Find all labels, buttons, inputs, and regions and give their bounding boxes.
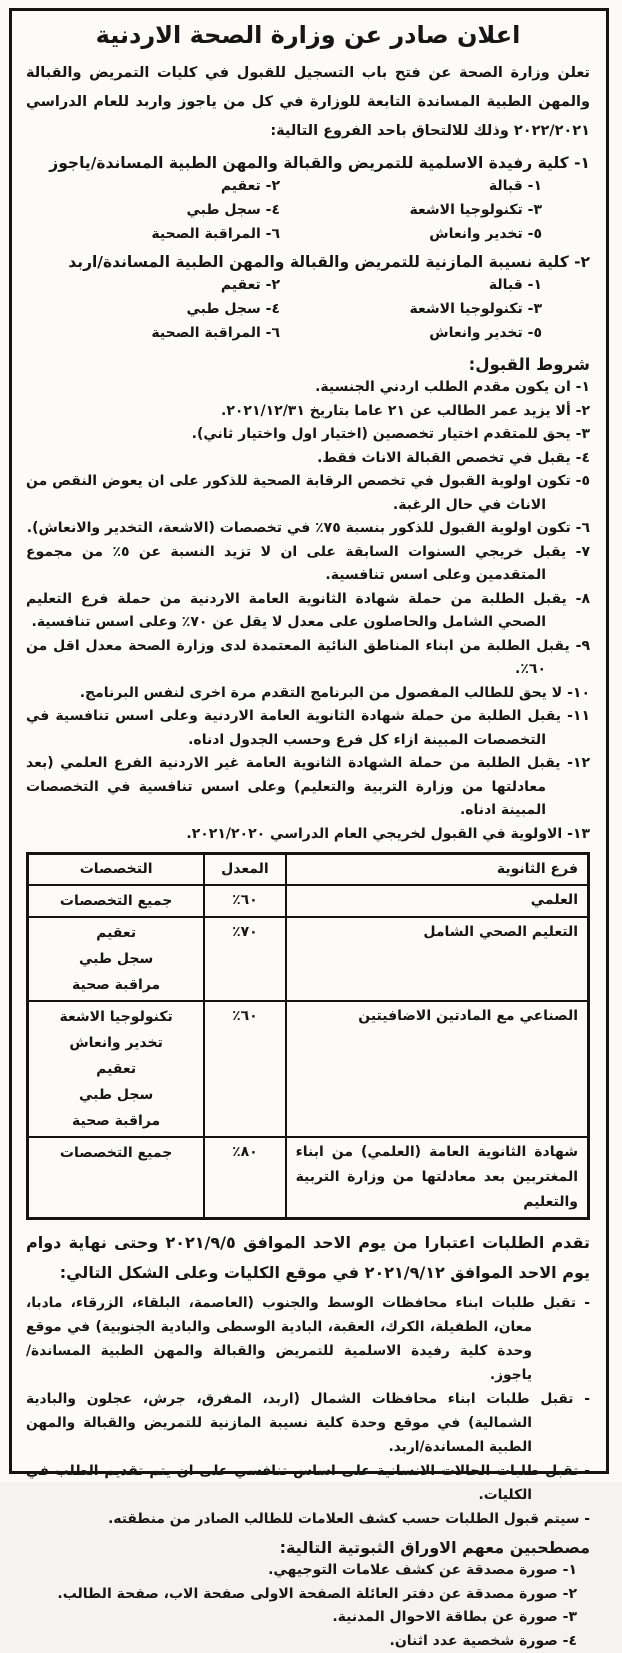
specialty-item: ٢- تعقيم	[26, 174, 280, 198]
branch-cell: التعليم الصحي الشامل	[286, 917, 589, 1001]
condition-item: ٩- يقبل الطلبة من ابناء المناطق النائية المعتمدة لدى وزارة الصحة معدل اقل من ٦٠٪.	[26, 635, 590, 682]
specializations-cell	[28, 917, 205, 1001]
specialty-item: ٣- تكنولوجيا الاشعة	[280, 198, 542, 222]
document-item: ١- صورة مصدقة عن كشف علامات التوجيهي.	[26, 1559, 590, 1583]
average-cell: ٦٠٪	[204, 885, 285, 917]
specialty-item: ٦- المراقبة الصحية	[26, 222, 280, 246]
specialty-item: ١- قبالة	[280, 273, 542, 297]
condition-item: ١١- يقبل الطلبة من حملة شهادة الثانوية العامة الاردنية وعلى اسس تنافسية في التخصصات المبينة ازاء كل فرع وحسب الجدول ادناه.	[26, 705, 590, 752]
specialty-item: ٢- تعقيم	[26, 273, 280, 297]
conditions-section	[26, 355, 590, 846]
condition-item: ٤- يقبل في تخصص القبالة الاناث فقط.	[26, 447, 590, 471]
average-cell: ٦٠٪	[204, 1001, 285, 1137]
document-item: ٢- صورة مصدقة عن دفتر العائلة الصفحة الاولى صفحة الاب، صفحة الطالب.	[26, 1583, 590, 1607]
table-row	[28, 885, 589, 917]
ad-intro-paragraph: تعلن وزارة الصحة عن فتح باب التسجيل للقبول في كليات التمريض والقبالة والمهن الطبية المساندة التابعة للوزارة في كل من ياجوز واربد للعام الدراسي ٢٠٢٢/٢٠٢١ وذلك للالتحاق باحد الفروع التالية:	[26, 59, 590, 146]
specialty-item: ٤- سجل طبي	[26, 198, 280, 222]
specialty-item: ٥- تخدير وانعاش	[280, 222, 542, 246]
documents-heading: مصطحبين معهم الاوراق الثبوتية التالية:	[26, 1538, 590, 1557]
document-item: ٣- صورة عن بطاقة الاحوال المدنية.	[26, 1606, 590, 1630]
specialization-line: تعقيم	[38, 1056, 194, 1082]
ad-border-frame	[9, 8, 609, 1474]
table-row	[28, 917, 589, 1001]
specializations-cell	[28, 885, 205, 917]
specialization-line: سجل طبي	[38, 1082, 194, 1108]
specialization-line: تخدير وانعاش	[38, 1030, 194, 1056]
specialization-line: تعقيم	[38, 920, 194, 946]
condition-item: ٣- يحق للمتقدم اختيار تخصصين (اختيار اول واختيار ثاني).	[26, 423, 590, 447]
specialty-item: ٤- سجل طبي	[26, 297, 280, 321]
submission-bullet: - تقبل طلبات الحالات الانسانية على اساس تنافسي على ان يتم تقديم الطلب في الكليات.	[26, 1459, 590, 1507]
specializations-cell	[28, 1137, 205, 1219]
condition-item: ١٢- يقبل الطلبة من حملة الشهادة الثانوية العامة غير الاردنية الفرع العلمي (بعد معادلتها من وزارة التربية والتعليم) وعلى اسس تنافسية في التخصصات المبينة ادناه.	[26, 752, 590, 823]
submission-bullet: - تقبل طلبات ابناء محافظات الوسط والجنوب (العاصمة، البلقاء، الزرقاء، مادبا، معان، الطفيلة، الكرك، العقبة، البادية الوسطى والبادية الجنوبية) في موقع وحدة كلية رفيدة الاسلمية للتمريض والقبالة والمهن الطبية المساندة/ياجوز.	[26, 1291, 590, 1387]
condition-item: ١٠- لا يحق للطالب المفصول من البرنامج التقدم مرة اخرى لنفس البرنامج.	[26, 682, 590, 706]
average-cell: ٧٠٪	[204, 917, 285, 1001]
document-item: ٤- صورة شخصية عدد اثنان.	[26, 1630, 590, 1653]
condition-item: ١- ان يكون مقدم الطلب اردني الجنسية.	[26, 376, 590, 400]
column-header-average: المعدل	[204, 854, 285, 886]
submission-dates-paragraph: تقدم الطلبات اعتبارا من يوم الاحد الموافق ٢٠٢١/٩/٥ وحتى نهاية دوام يوم الاحد الموافق ٢٠٢١/٩/١٢ في موقع الكليات وعلى الشكل التالي:	[26, 1228, 590, 1288]
table-row	[28, 1001, 589, 1137]
specialty-list	[26, 273, 590, 345]
submission-section	[26, 1228, 590, 1531]
specialty-item: ١- قبالة	[280, 174, 542, 198]
condition-item: ٨- يقبل الطلبة من حملة شهادة الثانوية العامة الاردنية من حملة فرع التعليم الصحي الشامل والحاصلون على معدل لا يقل عن ٧٠٪ وعلى اسس تنافسية.	[26, 588, 590, 635]
specialization-line: مراقبة صحية	[38, 972, 194, 998]
ad-title: اعلان صادر عن وزارة الصحة الاردنية	[26, 21, 590, 49]
college-heading: ٢- كلية نسيبة المازنية للتمريض والقبالة والمهن الطبية المساندة/اربد	[26, 253, 590, 271]
branch-cell: العلمي	[286, 885, 589, 917]
table-row	[28, 1137, 589, 1219]
condition-item: ١٣- الاولوية في القبول لخريجي العام الدراسي ٢٠٢١/٢٠٢٠.	[26, 823, 590, 847]
condition-item: ٢- ألا يزيد عمر الطالب عن ٢١ عاما بتاريخ ٢٠٢١/١٢/٣١.	[26, 400, 590, 424]
college-section-nusaiba	[26, 253, 590, 345]
column-header-branch: فرع الثانوية	[286, 854, 589, 886]
column-header-specializations: التخصصات	[28, 854, 205, 886]
condition-item: ٥- تكون اولوية القبول في تخصص الرقابة الصحية للذكور على ان يعوض النقص من الاناث في حال الرغبة.	[26, 470, 590, 517]
specialty-item: ٦- المراقبة الصحية	[26, 321, 280, 345]
condition-item: ٧- يقبل خريجي السنوات السابقة على ان لا تزيد النسبة عن ٥٪ من مجموع المتقدمين وعلى اسس تنافسية.	[26, 541, 590, 588]
specialization-line: سجل طبي	[38, 946, 194, 972]
specializations-cell	[28, 1001, 205, 1137]
specialization-line: جميع التخصصات	[38, 888, 194, 914]
acceptance-rates-table	[26, 852, 590, 1220]
average-cell: ٨٠٪	[204, 1137, 285, 1219]
specialty-item: ٥- تخدير وانعاش	[280, 321, 542, 345]
conditions-heading: شروط القبول:	[26, 355, 590, 374]
college-heading: ١- كلية رفيدة الاسلمية للتمريض والقبالة والمهن الطبية المساندة/ياجوز	[26, 154, 590, 172]
branch-cell: الصناعي مع المادتين الاضافيتين	[286, 1001, 589, 1137]
specialty-item: ٣- تكنولوجيا الاشعة	[280, 297, 542, 321]
documents-section	[26, 1538, 590, 1653]
branch-cell: شهادة الثانوية العامة (العلمي) من ابناء المغتربين بعد معادلتها من وزارة التربية والتعليم	[286, 1137, 589, 1219]
submission-bullet: - سيتم قبول الطلبات حسب كشف العلامات للطالب الصادر من منطقته.	[26, 1507, 590, 1531]
specialization-line: تكنولوجيا الاشعة	[38, 1004, 194, 1030]
condition-item: ٦- تكون اولوية القبول للذكور بنسبة ٧٥٪ في تخصصات (الاشعة، التخدير والانعاش).	[26, 517, 590, 541]
specialty-list	[26, 174, 590, 246]
specialization-line: جميع التخصصات	[38, 1140, 194, 1166]
table-header-row	[28, 854, 589, 886]
specialization-line: مراقبة صحية	[38, 1108, 194, 1134]
submission-bullet: - تقبل طلبات ابناء محافظات الشمال (اربد، المفرق، جرش، عجلون والبادية الشمالية) في موقع وحدة كلية نسيبة المازنية للتمريض والقبالة والمهن الطبية المساندة/اربد.	[26, 1387, 590, 1459]
college-section-rufaida	[26, 154, 590, 246]
